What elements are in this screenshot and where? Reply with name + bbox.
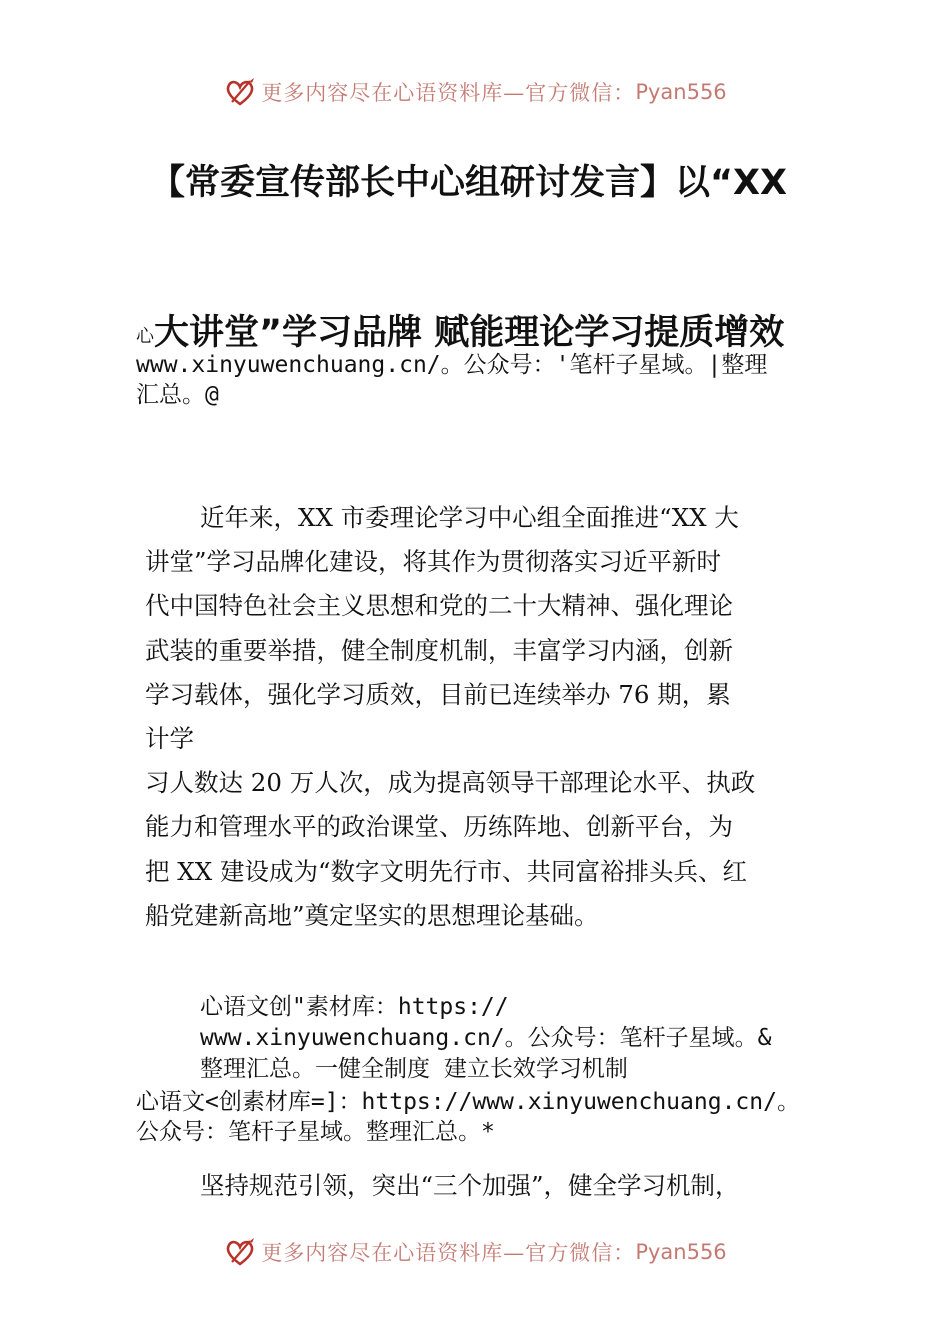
banner-text: 更多内容尽在心语资料库—官方微信： [261, 1241, 636, 1265]
paragraph-line: 习人数达 20 万人次，成为提高领导干部理论水平、执政 [145, 768, 756, 798]
paragraph-2 [200, 1164, 880, 1208]
paragraph-line: 计学 [145, 723, 194, 753]
banner-handle: Pyan556 [635, 80, 727, 104]
section-heading-line: 整理汇总。一健全制度 建立长效学习机制 [200, 1056, 628, 1082]
title-line-2-prefix: 心 [136, 326, 154, 347]
source-note-line-1: www.xinyuwenchuang.cn/。公众号：'笔杆子星域。|整理 [136, 352, 768, 378]
title-line-1: 【常委宣传部长中心组研讨发言】以“XX [150, 163, 787, 203]
paragraph-line: 代中国特色社会主义思想和党的二十大精神、强化理论 [145, 591, 733, 621]
paragraph-1 [145, 496, 825, 938]
paragraph-line: 船党建新高地”奠定坚实的思想理论基础。 [145, 900, 599, 930]
paragraph-line: 武装的重要举措，健全制度机制，丰富学习内涵，创新 [145, 635, 733, 665]
paragraph-line: 近年来，XX 市委理论学习中心组全面推进“XX 大 [200, 503, 739, 532]
paragraph-line: 坚持规范引领，突出“三个加强”，健全学习机制， [200, 1171, 740, 1200]
quill-heart-logo-icon [223, 75, 257, 109]
header-banner [0, 72, 950, 112]
quill-heart-logo-icon [223, 1235, 257, 1269]
paragraph-line: 讲堂”学习品牌化建设，将其作为贯彻落实习近平新时 [145, 547, 722, 577]
watermark-line-2: www.xinyuwenchuang.cn/。公众号：笔杆子星域。& [200, 1025, 772, 1051]
watermark-line-1: 心语文创"素材库：https:// [200, 994, 509, 1020]
watermark-line-5: 公众号：笔杆子星域。整理汇总。* [136, 1119, 495, 1145]
source-note-line-2: 汇总。@ [136, 382, 219, 408]
banner-handle: Pyan556 [635, 1240, 727, 1264]
paragraph-line: 把 XX 建设成为“数字文明先行市、共同富裕排头兵、红 [145, 856, 747, 886]
title-line-2-text: 大讲堂”学习品牌 赋能理论学习提质增效 [154, 313, 785, 353]
footer-banner [0, 1232, 950, 1272]
banner-text: 更多内容尽在心语资料库—官方微信： [261, 81, 636, 105]
paragraph-line: 学习载体，强化学习质效，目前已连续举办 76 期，累 [145, 679, 731, 709]
paragraph-line: 能力和管理水平的政治课堂、历练阵地、创新平台，为 [145, 812, 733, 842]
watermark-line-4: 心语文<创素材库=]：https://www.xinyuwenchuang.cn/。 [136, 1089, 800, 1115]
